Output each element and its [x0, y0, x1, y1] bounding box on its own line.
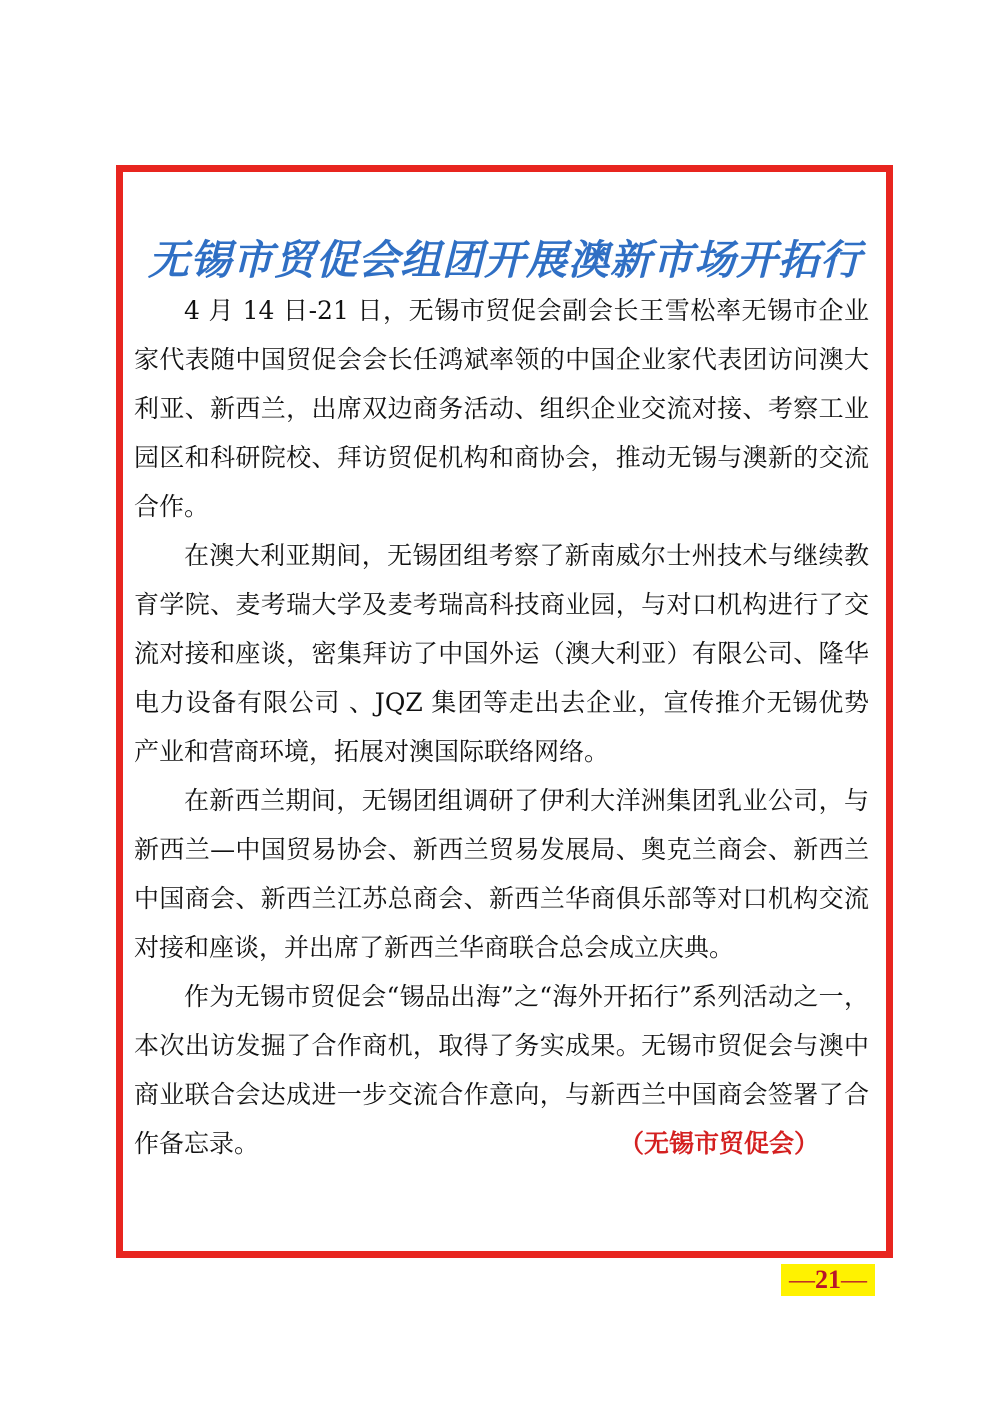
page-number-dash-left: — — [789, 1265, 815, 1294]
article-body — [134, 286, 869, 1168]
article-title: 无锡市贸促会组团开展澳新市场开拓行 — [148, 236, 862, 284]
page-number: 21 — [815, 1265, 841, 1294]
paragraph-4 — [134, 972, 869, 1168]
paragraph-2: 在澳大利亚期间，无锡团组考察了新南威尔士州技术与继续教育学院、麦考瑞大学及麦考瑞高科技商业园，与对口机构进行了交流对接和座谈，密集拜访了中国外运（澳大利亚）有限公司、隆华电力设备有限公司 、JQZ 集团等走出去企业，宣传推介无锡优势产业和营商环境，拓展对澳国际联络网络。 — [134, 541, 869, 766]
paragraph-4-text: 作为无锡市贸促会“锡品出海”之“海外开拓行”系列活动之一，本次出访发掘了合作商机，取得了务实成果。无锡市贸促会与澳中商业联合会达成进一步交流合作意向，与新西兰中国商会签署了合作备忘录。 — [134, 982, 869, 1158]
author-signature: （无锡市贸促会） — [618, 1129, 819, 1158]
page-number-dash-right: — — [841, 1265, 867, 1294]
paragraph-1: 4 月 14 日-21 日，无锡市贸促会副会长王雪松率无锡市企业家代表随中国贸促会会长任鸿斌率领的中国企业家代表团访问澳大利亚、新西兰，出席双边商务活动、组织企业交流对接、考察工业园区和科研院校、拜访贸促机构和商协会，推动无锡与澳新的交流合作。 — [134, 296, 869, 521]
paragraph-3: 在新西兰期间，无锡团组调研了伊利大洋洲集团乳业公司，与新西兰—中国贸易协会、新西兰贸易发展局、奥克兰商会、新西兰中国商会、新西兰江苏总商会、新西兰华商俱乐部等对口机构交流对接和座谈，并出席了新西兰华商联合总会成立庆典。 — [134, 786, 869, 962]
page-number-badge — [781, 1264, 875, 1296]
